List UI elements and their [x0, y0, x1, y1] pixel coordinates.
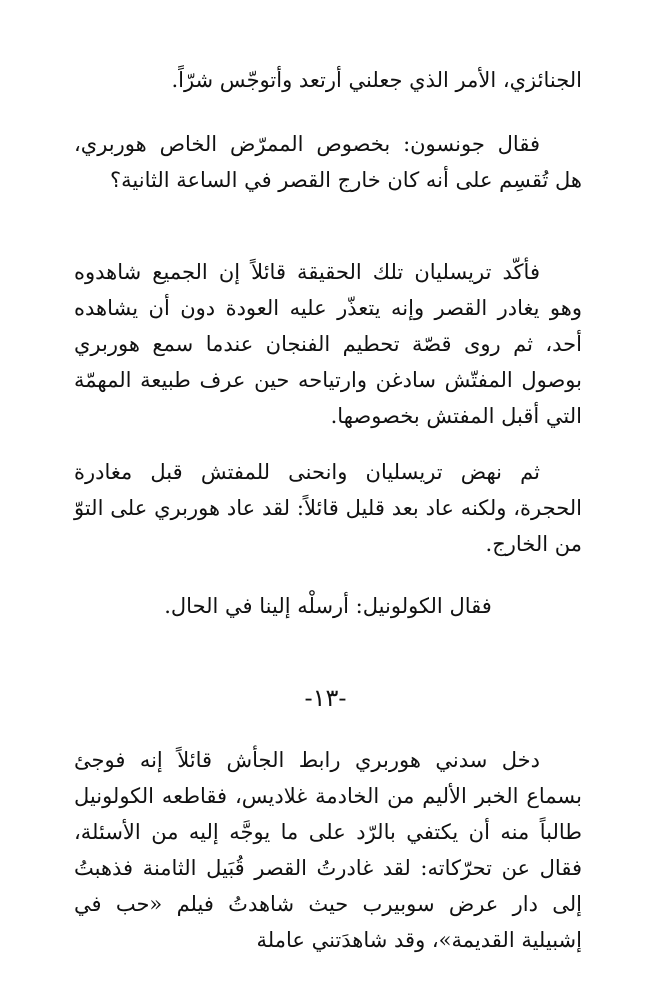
paragraph-5: فقال الكولونيل: أرسلْه إلينا في الحال. [164, 594, 492, 618]
paragraph-4: ثم نهض تريسليان وانحنى للمفتش قبل مغادرة الحجرة، ولكنه عاد بعد قليل قائلاً: لقد عاد هوربري على التوّ من الخارج. [74, 460, 582, 556]
paragraph-3: فأكّد تريسليان تلك الحقيقة قائلاً إن الجميع شاهدوه وهو يغادر القصر وإنه يتعذّر عليه العودة دون أن يشاهده أحد، ثم روى قصّة تحطيم الفنجان عندما سمع هوربري بوصول المفتّش سادغن وارتياحه حين عرف طبيعة المهمّة التي أقبل المفتش بخصوصها. [74, 260, 582, 428]
paragraph-1: الجنائزي، الأمر الذي جعلني أرتعد وأتوجّس شرّاً. [171, 68, 582, 92]
chapter-heading: -١٣- [304, 684, 347, 712]
paragraph-2: فقال جونسون: بخصوص الممرّض الخاص هوربري، هل تُقسِم على أنه كان خارج القصر في الساعة الثانية؟ [74, 132, 582, 192]
chapter-paragraph: دخل سدني هوربري رابط الجأش قائلاً إنه فوجئ بسماع الخبر الأليم من الخادمة غلاديس، فقاطعه الكولونيل طالباً منه أن يكتفي بالرّد على ما يوجَّه إليه من الأسئلة، فقال عن تحرّكاته: لقد غادرتُ القصر قُبَيل الثامنة فذهبتُ إلى دار عرض سوبيرب حيث شاهدتُ فيلم «حب في إشبيلية القديمة»، وقد شاهدَتني عاملة [74, 748, 582, 952]
